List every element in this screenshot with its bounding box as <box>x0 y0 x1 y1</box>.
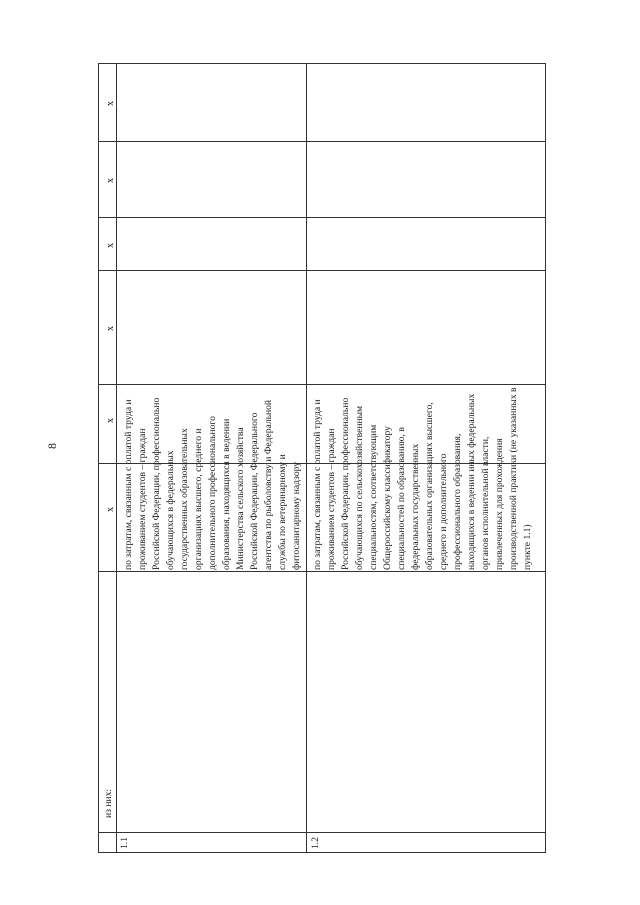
description-line: проживанием студентов – граждан <box>137 428 148 570</box>
description-line: профессионального образования, <box>452 433 463 570</box>
description-line: образовательных организациях высшего, <box>424 402 435 570</box>
description-line: дополнительного профессионального <box>207 416 218 570</box>
description-line: организациях высшего, среднего и <box>193 428 204 570</box>
description-line: Российской Федерации, профессионально <box>151 397 162 570</box>
description-line: по затратам, связанным с оплатой труда и <box>312 399 323 570</box>
row-1-1-value-2: x <box>105 418 116 423</box>
row-1-1-value-1: x <box>105 507 116 512</box>
description-line: Российской Федерации, Федерального <box>249 412 260 570</box>
description-line: проживанием студентов – граждан <box>326 428 337 570</box>
page-number: 8 <box>45 443 59 449</box>
description-line: пункте 1.1) <box>522 524 533 570</box>
row-1-1-value-3: x <box>105 326 116 331</box>
description-line: среднего и дополнительного <box>438 453 449 570</box>
row-number: 1.1 <box>119 837 130 849</box>
row-1-1-value-5: x <box>105 178 116 183</box>
description-line: производственной практики (не указанных в <box>508 387 519 570</box>
description-line: по затратам, связанным с оплатой труда и <box>123 399 134 570</box>
description-line: специальностям, соответствующим <box>368 424 379 570</box>
description-line: образования, находящихся в ведении <box>221 418 232 570</box>
description-line: службы по ветеринарному и <box>277 454 288 570</box>
row-number: 1.2 <box>310 837 321 849</box>
description-line: Российской Федерации, профессионально <box>340 397 351 570</box>
rotated-table <box>98 63 546 853</box>
row-1-1-value-4: x <box>105 243 116 248</box>
description-line: специальностей по образованию, в <box>396 427 407 570</box>
row-header-label: из них: <box>103 788 114 818</box>
description-line: Министерства сельского хозяйства <box>235 427 246 570</box>
description-line: находящихся в ведении иных федеральных <box>466 393 477 570</box>
description-line: обучающихся по сельскохозяйственным <box>354 405 365 570</box>
description-line: фитосанитарному надзору <box>291 461 302 570</box>
description-line: государственных образовательных <box>179 428 190 570</box>
description-line: агентства по рыболовству и Федеральной <box>263 399 274 570</box>
description-line: обучающихся в федеральных <box>165 450 176 570</box>
description-line: привлеченных для прохождения <box>494 438 505 570</box>
description-line: Общероссийскому классификатору <box>382 426 393 570</box>
description-line: федеральных государственных <box>410 443 421 570</box>
description-line: органов исполнительной власти, <box>480 436 491 570</box>
row-1-1-value-6: x <box>105 101 116 106</box>
